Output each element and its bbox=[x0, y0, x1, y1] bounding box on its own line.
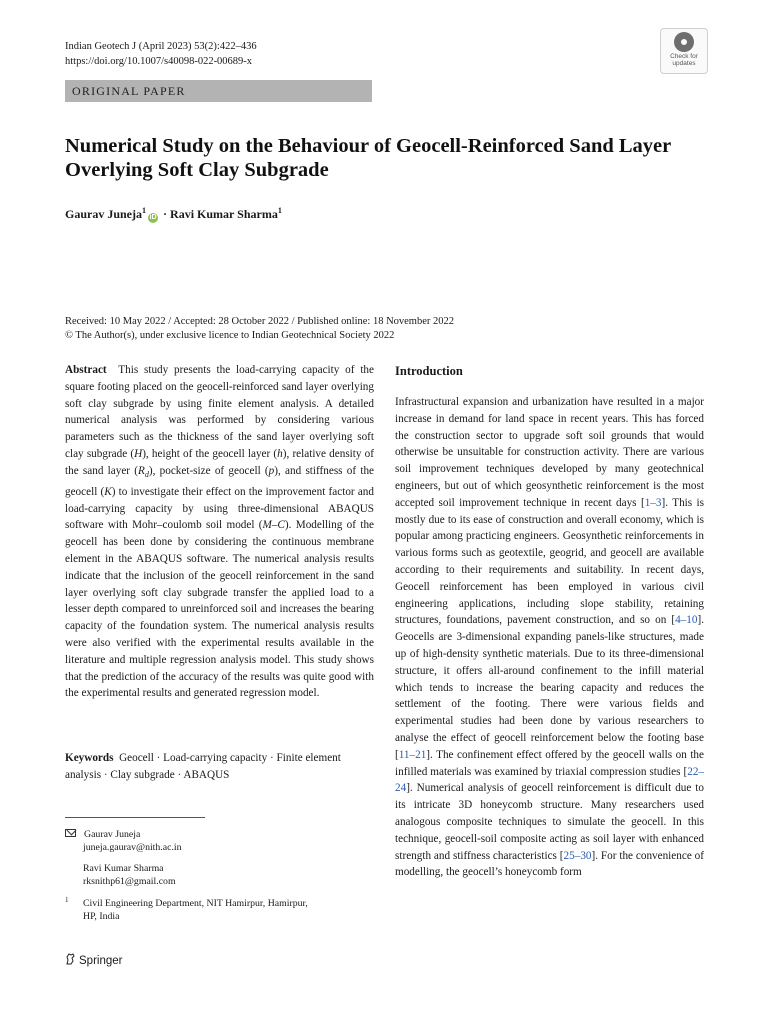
abstract-text: ) to investigate their effect on the improvement factor and load-carrying capacity by using three-dimensional ABAQUS software with Mohr–coulomb soil model ( bbox=[65, 485, 374, 532]
badge-line1: Check for bbox=[670, 53, 698, 60]
variable: H bbox=[134, 447, 143, 460]
variable: h bbox=[277, 447, 283, 460]
orcid-icon[interactable]: iD bbox=[149, 214, 157, 221]
author-name[interactable]: Ravi Kumar Sharma bbox=[170, 207, 278, 221]
check-for-updates-icon bbox=[674, 32, 694, 52]
reference-link[interactable]: 1–3 bbox=[644, 496, 662, 509]
keywords-heading: Keywords bbox=[65, 752, 114, 764]
intro-text: Infrastructural expansion and urbanization have resulted in a major increase in demand for land space in recent years. This has forced the construction sector to upgrade soft soil grounds that would otherwise be unsuitable for construction activity. There are various soil improvement techniques developed by many geotechnical engineers, but out of which geosynthetic reinforcement is the most accepted soil improvement technique in recent days [ bbox=[395, 396, 704, 509]
variable: R bbox=[138, 464, 145, 477]
publisher-name: Springer bbox=[79, 955, 123, 967]
badge-line2: updates bbox=[672, 60, 696, 67]
abstract-heading: Abstract bbox=[65, 364, 107, 376]
springer-horse-icon bbox=[65, 953, 76, 965]
introduction-body bbox=[395, 394, 704, 881]
publisher-footer bbox=[65, 953, 122, 968]
abstract-text: ), height of the geocell layer ( bbox=[142, 447, 278, 460]
corr-email[interactable]: juneja.gaurav@nith.ac.in bbox=[83, 842, 182, 853]
author-list bbox=[65, 204, 282, 223]
abstract-text: ), pocket-size of geocell ( bbox=[148, 464, 269, 477]
abstract bbox=[65, 362, 374, 702]
publication-dates bbox=[65, 315, 705, 342]
reference-link[interactable]: 22–24 bbox=[395, 765, 704, 795]
affiliation-line: HP, India bbox=[83, 911, 120, 922]
envelope-icon bbox=[65, 829, 76, 837]
author-affiliation-mark: 1 bbox=[142, 206, 147, 215]
intro-text: ]. For the convenience of modelling, the geocell’s honeycomb form bbox=[395, 849, 704, 879]
intro-text: ]. This is mostly due to its ease of construction and overall economy, which is popular among practicing engineers. Geosynthetic reinforcements in various forms such as geotextile, geogrid, and geocell are available according to their requirements and suitability. In recent days, Geocell reinforcement has been employed in various civil engineering applications, including slope stability, retaining structures, foundations, pavement construction, and so on [ bbox=[395, 496, 705, 627]
variable: M–C bbox=[262, 519, 285, 532]
corr-name: Gaurav Juneja bbox=[84, 829, 141, 840]
variable-subscript: d bbox=[144, 470, 149, 480]
reference-link[interactable]: 11–21 bbox=[398, 748, 427, 761]
reference-link[interactable]: 4–10 bbox=[675, 614, 698, 627]
doi-link[interactable]: https://doi.org/10.1007/s40098-022-00689-x bbox=[65, 56, 253, 67]
author-separator: · bbox=[160, 207, 171, 221]
variable: p bbox=[268, 464, 275, 477]
reference-link[interactable]: 25–30 bbox=[563, 849, 592, 862]
paper-type-bar: ORIGINAL PAPER bbox=[65, 80, 372, 102]
paper-title: Numerical Study on the Behaviour of Geocell-Reinforced Sand Layer Overlying Soft Clay Subgrade bbox=[65, 135, 671, 181]
check-for-updates-badge[interactable] bbox=[660, 28, 708, 74]
intro-text: ]. Geocells are 3-dimensional expanding panels-like structures, made up of high-density synthetic materials. Due to its three-dimensional structure, it offers all-around confinement to the infill material which tends to increase the bearing capacity and reduces the settlement of the footing. There were various fields and experimental studies had been done by various researchers to analyse the effect of geocell reinforcement below the footing base [ bbox=[395, 614, 704, 761]
intro-text: ]. Numerical analysis of geocell reinforcement is difficult due to its intricate 3D honeycomb structure. Many researchers used analogous composite techniques to simulate the geocell. In this technique, geocell-soil composite acting as soil layer with enhanced strength and stiffness characteristics [ bbox=[395, 782, 704, 862]
abstract-text: ), and stiffness of the geocell ( bbox=[65, 464, 375, 498]
corr-name: Ravi Kumar Sharma bbox=[83, 863, 164, 874]
copyright-line: © The Author(s), under exclusive licence to Indian Geotechnical Society 2022 bbox=[65, 329, 395, 341]
corr-email[interactable]: rksnithp61@gmail.com bbox=[83, 876, 176, 887]
author-affiliation-mark: 1 bbox=[277, 206, 282, 215]
abstract-text: This study presents the load-carrying capacity of the square footing placed on the geocell-reinforced sand layer overlying soft clay subgrade by using finite element analysis. A detailed numerical analysis was performed by considering various parameters such as the thickness of the sand layer overlying soft clay subgrade ( bbox=[65, 364, 374, 460]
keywords bbox=[65, 750, 374, 784]
correspondence-block bbox=[65, 828, 374, 923]
affiliation-number: 1 bbox=[65, 896, 69, 904]
footnote-divider bbox=[65, 817, 205, 818]
keywords-text: Geocell · Load-carrying capacity · Finite element analysis · Clay subgrade · ABAQUS bbox=[65, 752, 341, 781]
author-name[interactable]: Gaurav Juneja bbox=[65, 207, 143, 221]
abstract-text: ), relative density of the sand layer ( bbox=[65, 447, 374, 477]
abstract-text: ). Modelling of the geocell has been done by considering the continuous membrane element in the ABAQUS software. The numerical analysis results indicate that the inclusion of the geocell reinforcement in the sand layer overlying soft clay subgrade transfer the applied load to a lesser depth compared to unreinforced soil and increases the bearing capacity of the foundation system. The numerical analysis results were also verified with the experimental results available in the literature and multiple regression analysis model. This study shows that the prediction of the accuracy of the results was quite good with the experimental results and generated regression model. bbox=[65, 519, 374, 700]
variable: K bbox=[104, 485, 112, 498]
affiliation-line: Civil Engineering Department, NIT Hamirpur, Hamirpur, bbox=[83, 898, 308, 909]
dates-line: Received: 10 May 2022 / Accepted: 28 October 2022 / Published online: 18 November 2022 bbox=[65, 316, 455, 327]
intro-text: ]. The confinement effect offered by the geocell walls on the infilled materials was examined by triaxial compression studies [ bbox=[395, 748, 704, 778]
introduction-heading: Introduction bbox=[395, 364, 463, 378]
journal-citation: Indian Geotech J (April 2023) 53(2):422–436 bbox=[65, 41, 257, 52]
